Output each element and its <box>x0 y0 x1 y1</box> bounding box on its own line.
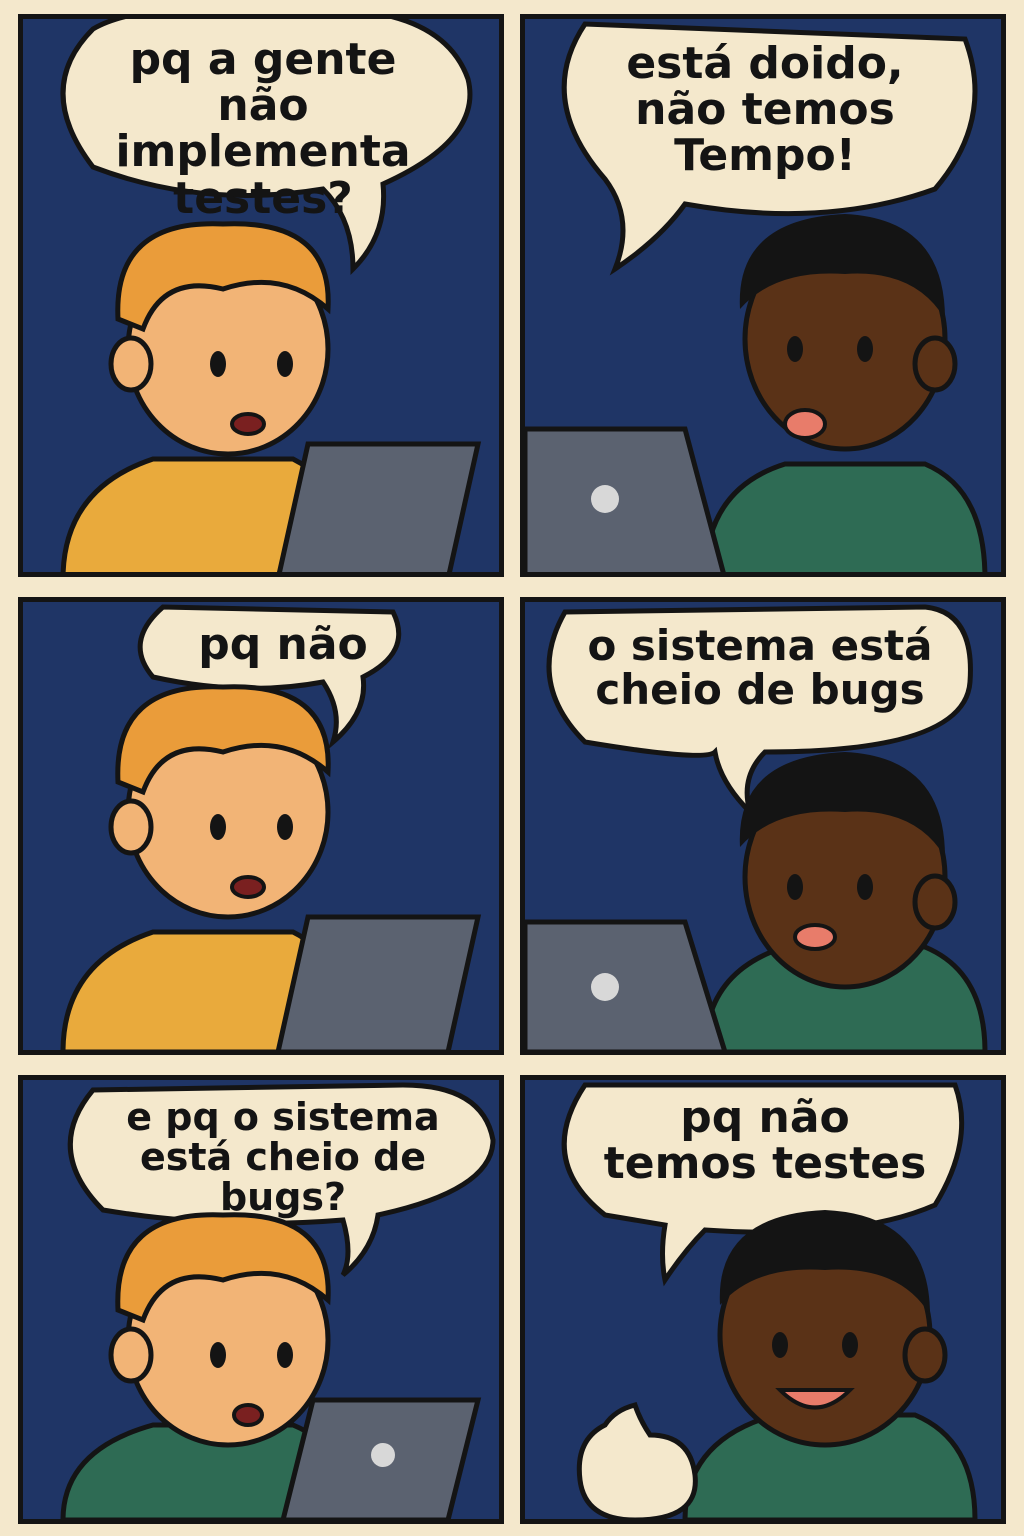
laptop <box>525 922 725 1050</box>
laptop <box>278 917 478 1050</box>
dark-haired-coworker <box>685 1210 975 1519</box>
speech-text: pq a gente não implementa testes? <box>115 34 411 224</box>
laptop <box>278 444 478 572</box>
panel-3 <box>18 597 504 1055</box>
panel-5 <box>18 1075 504 1524</box>
speech-text: pq não temos testes <box>603 1092 927 1190</box>
laptop <box>525 429 725 572</box>
panel-6 <box>520 1075 1006 1524</box>
speech-text: pq não <box>198 619 368 670</box>
panel-1 <box>18 14 504 577</box>
speech-text: e pq o sistema está cheio de bugs? <box>126 1095 440 1219</box>
dark-haired-coworker <box>705 214 985 572</box>
speech-text: o sistema está cheio de bugs <box>587 621 933 715</box>
laptop <box>283 1400 478 1519</box>
speech-text: está doido, não temos Tempo! <box>626 38 904 182</box>
panel-2 <box>520 14 1006 577</box>
panel-4 <box>520 597 1006 1055</box>
small-speech-bubble <box>579 1405 695 1519</box>
